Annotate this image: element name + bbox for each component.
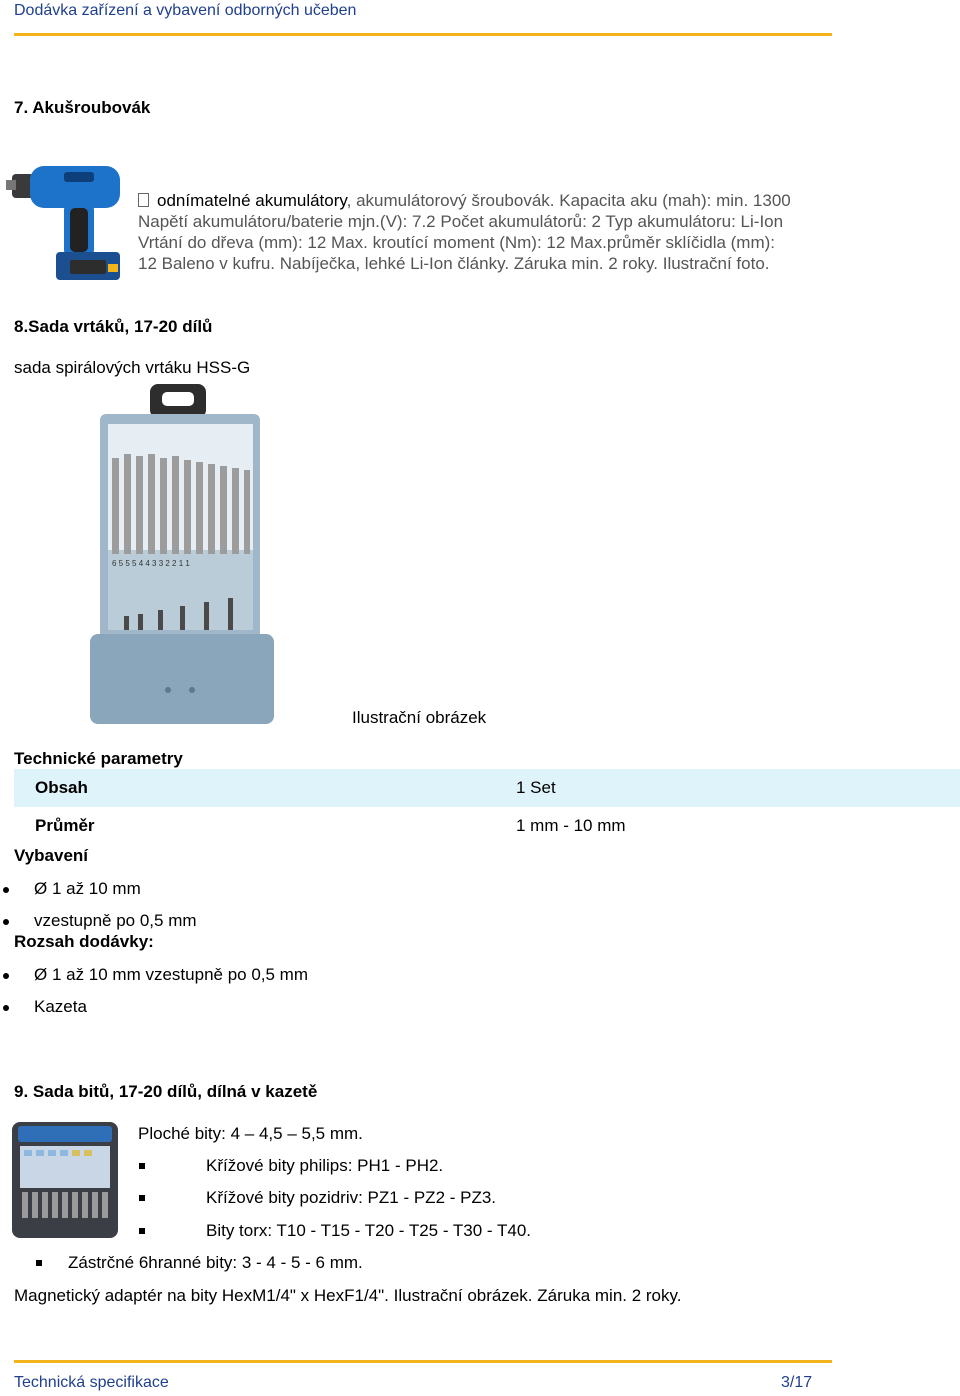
section-8-subtitle: sada spirálových vrtáku HSS-G	[14, 358, 251, 377]
param-value-obsah: 1 Set	[516, 778, 556, 797]
param-row-highlight	[14, 769, 960, 807]
bullet-icon	[3, 919, 9, 925]
param-label-obsah: Obsah	[35, 778, 88, 797]
page-number: 3/17	[781, 1374, 813, 1391]
description-line-2: Napětí akumulátoru/baterie mjn.(V): 7.2 Počet akumulátorů: 2 Typ akumulátoru: Li-Ion	[138, 212, 784, 231]
square-bullet-icon	[36, 1260, 42, 1266]
delivery-heading: Rozsah dodávky:	[14, 932, 154, 951]
equipment-heading: Vybavení	[14, 846, 89, 865]
cordless-drill-photo	[4, 160, 126, 286]
description-line-3: Vrtání do dřeva (mm): 12 Max. kroutící moment (Nm): 12 Max.průměr sklíčidla (mm):	[138, 233, 776, 252]
case-size-label: 6 5 5 5 4 4 3 3 2 2 1 1	[112, 559, 190, 568]
description-lead: odnímatelné akumulátory	[157, 191, 347, 210]
document-header-title: Dodávka zařízení a vybavení odborných učeben	[14, 2, 357, 19]
square-bullet-icon	[139, 1163, 145, 1169]
bit-list-item: Křížové bity pozidriv: PZ1 - PZ2 - PZ3.	[206, 1188, 497, 1207]
bullet-icon	[3, 973, 9, 979]
description-line-1	[138, 190, 838, 211]
section-7-title: 7. Akušroubovák	[14, 98, 151, 117]
param-label-prumer: Průměr	[35, 816, 95, 835]
param-value-prumer: 1 mm - 10 mm	[516, 816, 626, 835]
section-9-title: 9. Sada bitů, 17-20 dílů, dílná v kazetě	[14, 1082, 318, 1101]
square-bullet-icon	[139, 1195, 145, 1201]
section-7-description	[138, 190, 838, 274]
drill-bit-set-case-photo	[88, 384, 278, 726]
bit-set-case-photo	[12, 1118, 118, 1242]
bit-list-item: Bity torx: T10 - T15 - T20 - T25 - T30 - T40.	[206, 1221, 532, 1240]
tech-params-heading: Technické parametry	[14, 749, 183, 768]
bullet-icon	[3, 1005, 9, 1011]
checkbox-glyph-icon	[138, 193, 149, 207]
description-line-1-text: , akumulátorový šroubovák. Kapacita aku (mah): min. 1300	[346, 191, 791, 210]
square-bullet-icon	[139, 1228, 145, 1234]
bit-list-item: Křížové bity philips: PH1 - PH2.	[206, 1156, 444, 1175]
header-rule	[14, 33, 832, 36]
hex-bits-item: Zástrčné 6hranné bity: 3 - 4 - 5 - 6 mm.	[68, 1253, 363, 1272]
flat-bits-line: Ploché bity: 4 – 4,5 – 5,5 mm.	[138, 1124, 363, 1143]
description-line-4: 12 Baleno v kufru. Nabíječka, lehké Li-Ion články. Záruka min. 2 roky. Ilustrační foto.	[138, 254, 770, 273]
footer-rule	[14, 1360, 832, 1363]
delivery-item: Ø 1 až 10 mm vzestupně po 0,5 mm	[34, 965, 309, 984]
bullet-icon	[3, 887, 9, 893]
equipment-item: Ø 1 až 10 mm	[34, 879, 141, 898]
illustration-caption: Ilustrační obrázek	[352, 708, 487, 727]
delivery-item: Kazeta	[34, 997, 87, 1016]
adapter-note: Magnetický adaptér na bity HexM1/4" x HexF1/4". Ilustrační obrázek. Záruka min. 2 roky.	[14, 1286, 682, 1305]
equipment-item: vzestupně po 0,5 mm	[34, 911, 197, 930]
footer-title: Technická specifikace	[14, 1374, 169, 1391]
section-8-title: 8.Sada vrtáků, 17-20 dílů	[14, 317, 213, 336]
